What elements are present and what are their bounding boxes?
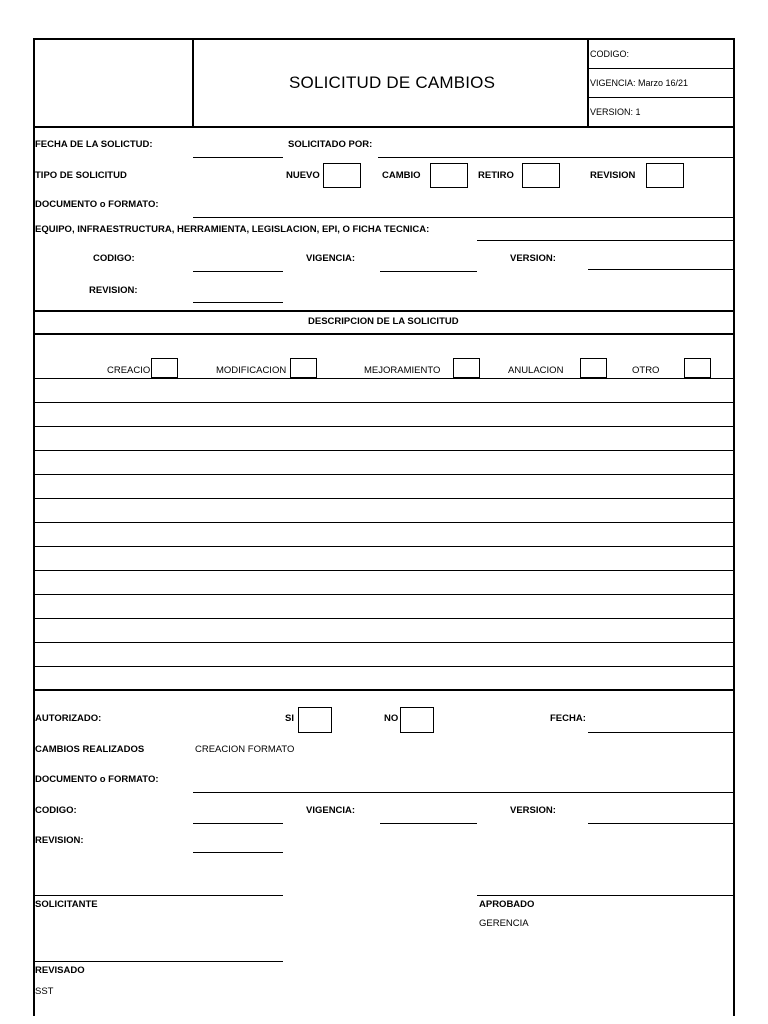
description-bottom-rule [33,689,735,691]
fecha-solicitud-field[interactable] [193,157,283,158]
cambios-realizados-value: CREACION FORMATO [195,744,295,755]
logo-area [35,40,191,125]
equipo-field[interactable] [477,240,734,241]
tipo-retiro-checkbox[interactable] [522,163,560,188]
req-version-label: VERSION: [510,253,556,264]
documento-formato-field[interactable] [193,217,734,218]
description-heading: DESCRIPCION DE LA SOLICITUD [308,316,459,327]
tipo-cambio-checkbox[interactable] [430,163,468,188]
header-bottom-rule [33,126,735,128]
tipo-cambio-label: CAMBIO [382,170,421,181]
opt-otro-checkbox[interactable] [684,358,711,378]
autorizado-fecha-field[interactable] [588,732,734,733]
auth-version-field[interactable] [588,823,734,824]
req-vigencia-label: VIGENCIA: [306,253,356,264]
header-meta-rule-2 [587,97,734,98]
description-line [34,522,734,523]
equipo-label: EQUIPO, INFRAESTRUCTURA, HERRAMIENTA, LEGISLACION, EPI, O FICHA TECNICA: [35,224,430,235]
auth-documento-field[interactable] [193,792,734,793]
opt-modificacion-checkbox[interactable] [290,358,317,378]
req-version-field[interactable] [588,269,734,270]
aprobado-signature-line[interactable] [477,895,734,896]
description-heading-rule [33,333,735,335]
aprobado-label: APROBADO [479,899,535,910]
autorizado-label: AUTORIZADO: [35,713,102,724]
form-title: SOLICITUD DE CAMBIOS [289,73,496,92]
autorizado-fecha-label: FECHA: [550,713,586,724]
revisado-signature-line[interactable] [34,961,283,962]
description-line [34,642,734,643]
autorizado-no-checkbox[interactable] [400,707,434,733]
opt-anulacion-label: ANULACION [508,365,564,376]
auth-codigo-field[interactable] [193,823,283,824]
header-codigo: CODIGO: [590,49,630,59]
auth-revision-label: REVISION: [35,835,84,846]
auth-documento-label: DOCUMENTO o FORMATO: [35,774,159,785]
opt-mejoramiento-checkbox[interactable] [453,358,480,378]
description-line [34,474,734,475]
tipo-revision-label: REVISION [590,170,636,181]
auth-version-label: VERSION: [510,805,556,816]
header-meta-divider [587,38,589,126]
fecha-solicitud-label: FECHA DE LA SOLICTUD: [35,139,153,150]
auth-codigo-label: CODIGO: [35,805,77,816]
revisado-value: SST [35,986,54,997]
description-line [34,402,734,403]
solicitado-por-label: SOLICITADO POR: [288,139,373,150]
solicitante-signature-line[interactable] [34,895,283,896]
description-line [34,570,734,571]
frame-left-border [33,38,35,1016]
header-meta-rule-1 [587,68,734,69]
auth-revision-field[interactable] [193,852,283,853]
cambios-realizados-label: CAMBIOS REALIZADOS [35,744,145,755]
description-top-rule [33,310,735,312]
opt-otro-label: OTRO [632,365,660,376]
req-revision-label: REVISION: [89,285,138,296]
description-line [34,426,734,427]
auth-vigencia-label: VIGENCIA: [306,805,356,816]
opt-modificacion-label: MODIFICACION [216,365,287,376]
req-codigo-field[interactable] [193,271,283,272]
solicitado-por-field[interactable] [378,157,734,158]
opt-anulacion-checkbox[interactable] [580,358,607,378]
description-line [34,498,734,499]
tipo-retiro-label: RETIRO [478,170,514,181]
frame-right-border [733,38,735,1016]
opt-creacion-label: CREACIO [107,365,151,376]
header-vigencia: VIGENCIA: Marzo 16/21 [590,78,689,88]
header-logo-divider [192,38,194,126]
opt-mejoramiento-label: MEJORAMIENTO [364,365,441,376]
req-vigencia-field[interactable] [380,271,477,272]
description-line [34,450,734,451]
auth-vigencia-field[interactable] [380,823,477,824]
req-codigo-label: CODIGO: [93,253,135,264]
tipo-nuevo-checkbox[interactable] [323,163,361,188]
autorizado-no-label: NO [384,713,399,724]
documento-formato-label: DOCUMENTO o FORMATO: [35,199,159,210]
description-line [34,594,734,595]
autorizado-si-checkbox[interactable] [298,707,332,733]
aprobado-value: GERENCIA [479,918,529,929]
description-line [34,378,734,379]
tipo-revision-checkbox[interactable] [646,163,684,188]
description-line [34,666,734,667]
solicitante-label: SOLICITANTE [35,899,98,910]
description-line [34,546,734,547]
autorizado-si-label: SI [285,713,294,724]
tipo-solicitud-label: TIPO DE SOLICITUD [35,170,127,181]
description-line [34,618,734,619]
revisado-label: REVISADO [35,965,85,976]
tipo-nuevo-label: NUEVO [286,170,320,181]
header-version: VERSION: 1 [590,107,641,117]
opt-creacion-checkbox[interactable] [151,358,178,378]
req-revision-field[interactable] [193,302,283,303]
